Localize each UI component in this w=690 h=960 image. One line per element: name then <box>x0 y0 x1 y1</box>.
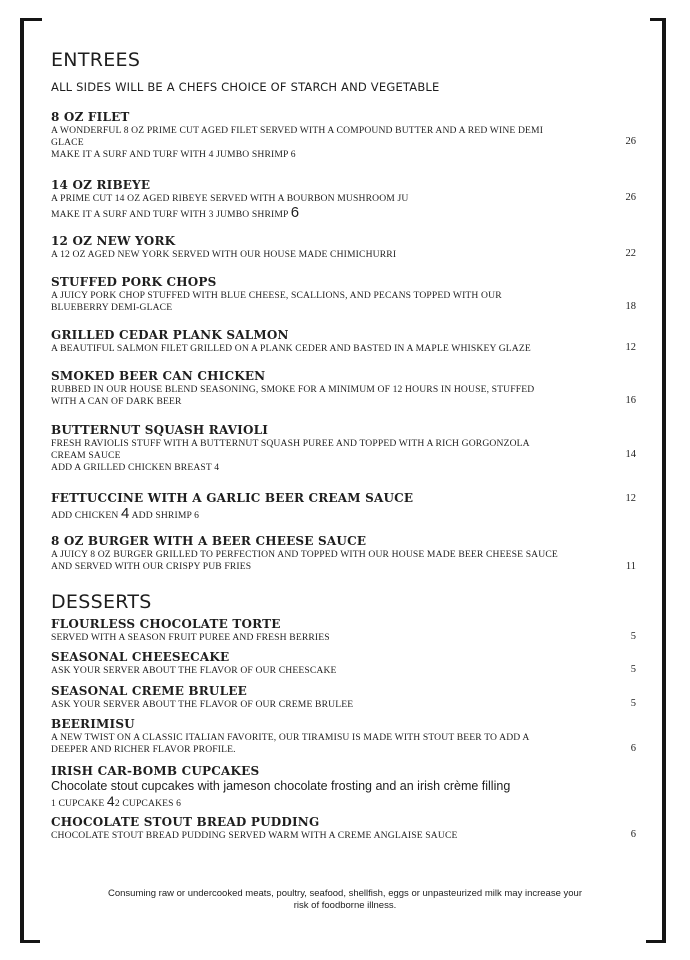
addon-price: 4 <box>106 793 115 809</box>
item-name: STUFFED PORK CHOPS <box>51 275 217 289</box>
sides-note: ALL SIDES WILL BE A CHEFS CHOICE OF STARCH AND VEGETABLE <box>51 80 440 94</box>
item-description: AND SERVED WITH OUR CRISPY PUB FRIES <box>51 561 252 572</box>
item-name: BEERIMISU <box>51 717 135 731</box>
border-corner <box>20 18 42 21</box>
menu-item-ravioli <box>51 423 636 474</box>
menu-item-fettuccine <box>51 491 636 522</box>
item-price: 6 <box>630 743 636 754</box>
item-price: 6 <box>630 829 636 840</box>
item-description: SERVED WITH A SEASON FRUIT PUREE AND FRESH BERRIES <box>51 632 330 643</box>
item-description: GLACE <box>51 137 84 148</box>
item-description: A PRIME CUT 14 OZ AGED RIBEYE SERVED WITH A BOURBON MUSHROOM JU <box>51 193 409 204</box>
menu-item-burger <box>51 534 636 573</box>
item-description: A 12 OZ AGED NEW YORK SERVED WITH OUR HOUSE MADE CHIMICHURRI <box>51 249 397 260</box>
item-name: BUTTERNUT SQUASH RAVIOLI <box>51 423 269 437</box>
item-price: 11 <box>625 561 636 572</box>
item-price: 5 <box>630 664 636 675</box>
item-addon: ADD A GRILLED CHICKEN BREAST 4 <box>51 462 220 473</box>
item-description: A WONDERFUL 8 OZ PRIME CUT AGED FILET SERVED WITH A COMPOUND BUTTER AND A RED WINE DEMI <box>51 125 544 136</box>
item-addon: MAKE IT A SURF AND TURF WITH 4 JUMBO SHRIMP 6 <box>51 149 296 160</box>
item-price: 22 <box>625 248 636 259</box>
item-name: SEASONAL CHEESECAKE <box>51 650 230 664</box>
border-corner <box>646 940 666 943</box>
item-price: 12 <box>625 342 636 353</box>
item-name: 8 OZ FILET <box>51 110 130 124</box>
item-price: 14 <box>625 449 636 460</box>
menu-item-beer-can-chicken <box>51 369 636 408</box>
left-border <box>20 18 24 943</box>
entrees-title: ENTREES <box>51 49 141 71</box>
menu-item-creme-brulee <box>51 684 636 711</box>
border-corner <box>650 18 666 21</box>
item-description: RUBBED IN OUR HOUSE BLEND SEASONING, SMOKE FOR A MINIMUM OF 12 HOURS IN HOUSE, STUFFED <box>51 384 535 395</box>
item-description: FRESH RAVIOLIS STUFF WITH A BUTTERNUT SQUASH PUREE AND TOPPED WITH A RICH GORGONZOLA <box>51 438 530 449</box>
item-description: A NEW TWIST ON A CLASSIC ITALIAN FAVORITE, OUR TIRAMISU IS MADE WITH STOUT BEER TO ADD A <box>51 732 530 743</box>
food-safety-disclaimer <box>60 888 630 912</box>
addon-text: MAKE IT A SURF AND TURF WITH 3 JUMBO SHRIMP <box>51 209 289 220</box>
item-price: 26 <box>625 136 636 147</box>
item-name: IRISH CAR-BOMB CUPCAKES <box>51 764 260 778</box>
item-description: A BEAUTIFUL SALMON FILET GRILLED ON A PLANK CEDER AND BASTED IN A MAPLE WHISKEY GLAZE <box>51 343 531 354</box>
item-addon <box>51 205 611 221</box>
menu-item-cupcakes <box>51 764 636 810</box>
item-price: 18 <box>625 301 636 312</box>
disclaimer-line: Consuming raw or undercooked meats, poultry, seafood, shellfish, eggs or unpasteurized milk may increase your <box>107 888 582 899</box>
menu-item-ribeye <box>51 178 636 221</box>
item-price: 12 <box>625 493 636 504</box>
item-description: ASK YOUR SERVER ABOUT THE FLAVOR OF OUR CREME BRULEE <box>51 699 354 710</box>
menu-item-pork-chops <box>51 275 636 314</box>
item-description: Chocolate stout cupcakes with jameson chocolate frosting and an irish crème filling <box>51 779 511 793</box>
item-name: SEASONAL CREME BRULEE <box>51 684 247 698</box>
item-name: SMOKED BEER CAN CHICKEN <box>51 369 266 383</box>
addon-text: 2 CUPCAKES 6 <box>114 798 182 809</box>
item-name: 12 OZ NEW YORK <box>51 234 176 248</box>
item-description: BLUEBERRY DEMI-GLACE <box>51 302 173 313</box>
item-addon <box>51 506 611 522</box>
menu-item-new-york <box>51 234 636 261</box>
item-price: 5 <box>630 698 636 709</box>
menu-item-torte <box>51 617 636 644</box>
item-price: 5 <box>630 631 636 642</box>
menu-item-filet <box>51 110 636 161</box>
item-addon <box>51 794 611 810</box>
addon-text: ADD SHRIMP 6 <box>131 510 200 521</box>
item-description: DEEPER AND RICHER FLAVOR PROFILE. <box>51 744 236 755</box>
right-border <box>662 18 666 943</box>
item-description: A JUICY 8 OZ BURGER GRILLED TO PERFECTION AND TOPPED WITH OUR HOUSE MADE BEER CHEESE SAUCE <box>51 549 558 560</box>
item-description: CREAM SAUCE <box>51 450 121 461</box>
item-name: FETTUCCINE WITH A GARLIC BEER CREAM SAUCE <box>51 491 414 505</box>
item-name: 8 OZ BURGER WITH A BEER CHEESE SAUCE <box>51 534 367 548</box>
addon-price: 4 <box>121 505 130 522</box>
item-price: 16 <box>625 395 636 406</box>
item-name: 14 OZ RIBEYE <box>51 178 151 192</box>
item-name: FLOURLESS CHOCOLATE TORTE <box>51 617 281 631</box>
menu-item-cheesecake <box>51 650 636 677</box>
item-description: ASK YOUR SERVER ABOUT THE FLAVOR OF OUR CHEESCAKE <box>51 665 337 676</box>
menu-item-bread-pudding <box>51 815 636 842</box>
item-price: 26 <box>625 192 636 203</box>
item-name: CHOCOLATE STOUT BREAD PUDDING <box>51 815 320 829</box>
border-corner <box>20 940 40 943</box>
addon-price: 6 <box>290 204 300 221</box>
item-name: GRILLED CEDAR PLANK SALMON <box>51 328 289 342</box>
disclaimer-line: risk of foodborne illness. <box>293 900 397 911</box>
menu-item-salmon <box>51 328 636 355</box>
item-description: CHOCOLATE STOUT BREAD PUDDING SERVED WARM WITH A CREME ANGLAISE SAUCE <box>51 830 458 841</box>
item-description: WITH A CAN OF DARK BEER <box>51 396 182 407</box>
item-description: A JUICY PORK CHOP STUFFED WITH BLUE CHEESE, SCALLIONS, AND PECANS TOPPED WITH OUR <box>51 290 502 301</box>
addon-text: ADD CHICKEN <box>51 510 119 521</box>
addon-text: 1 CUPCAKE <box>51 798 105 809</box>
desserts-title: DESSERTS <box>51 591 152 613</box>
menu-item-beerimisu <box>51 717 636 756</box>
